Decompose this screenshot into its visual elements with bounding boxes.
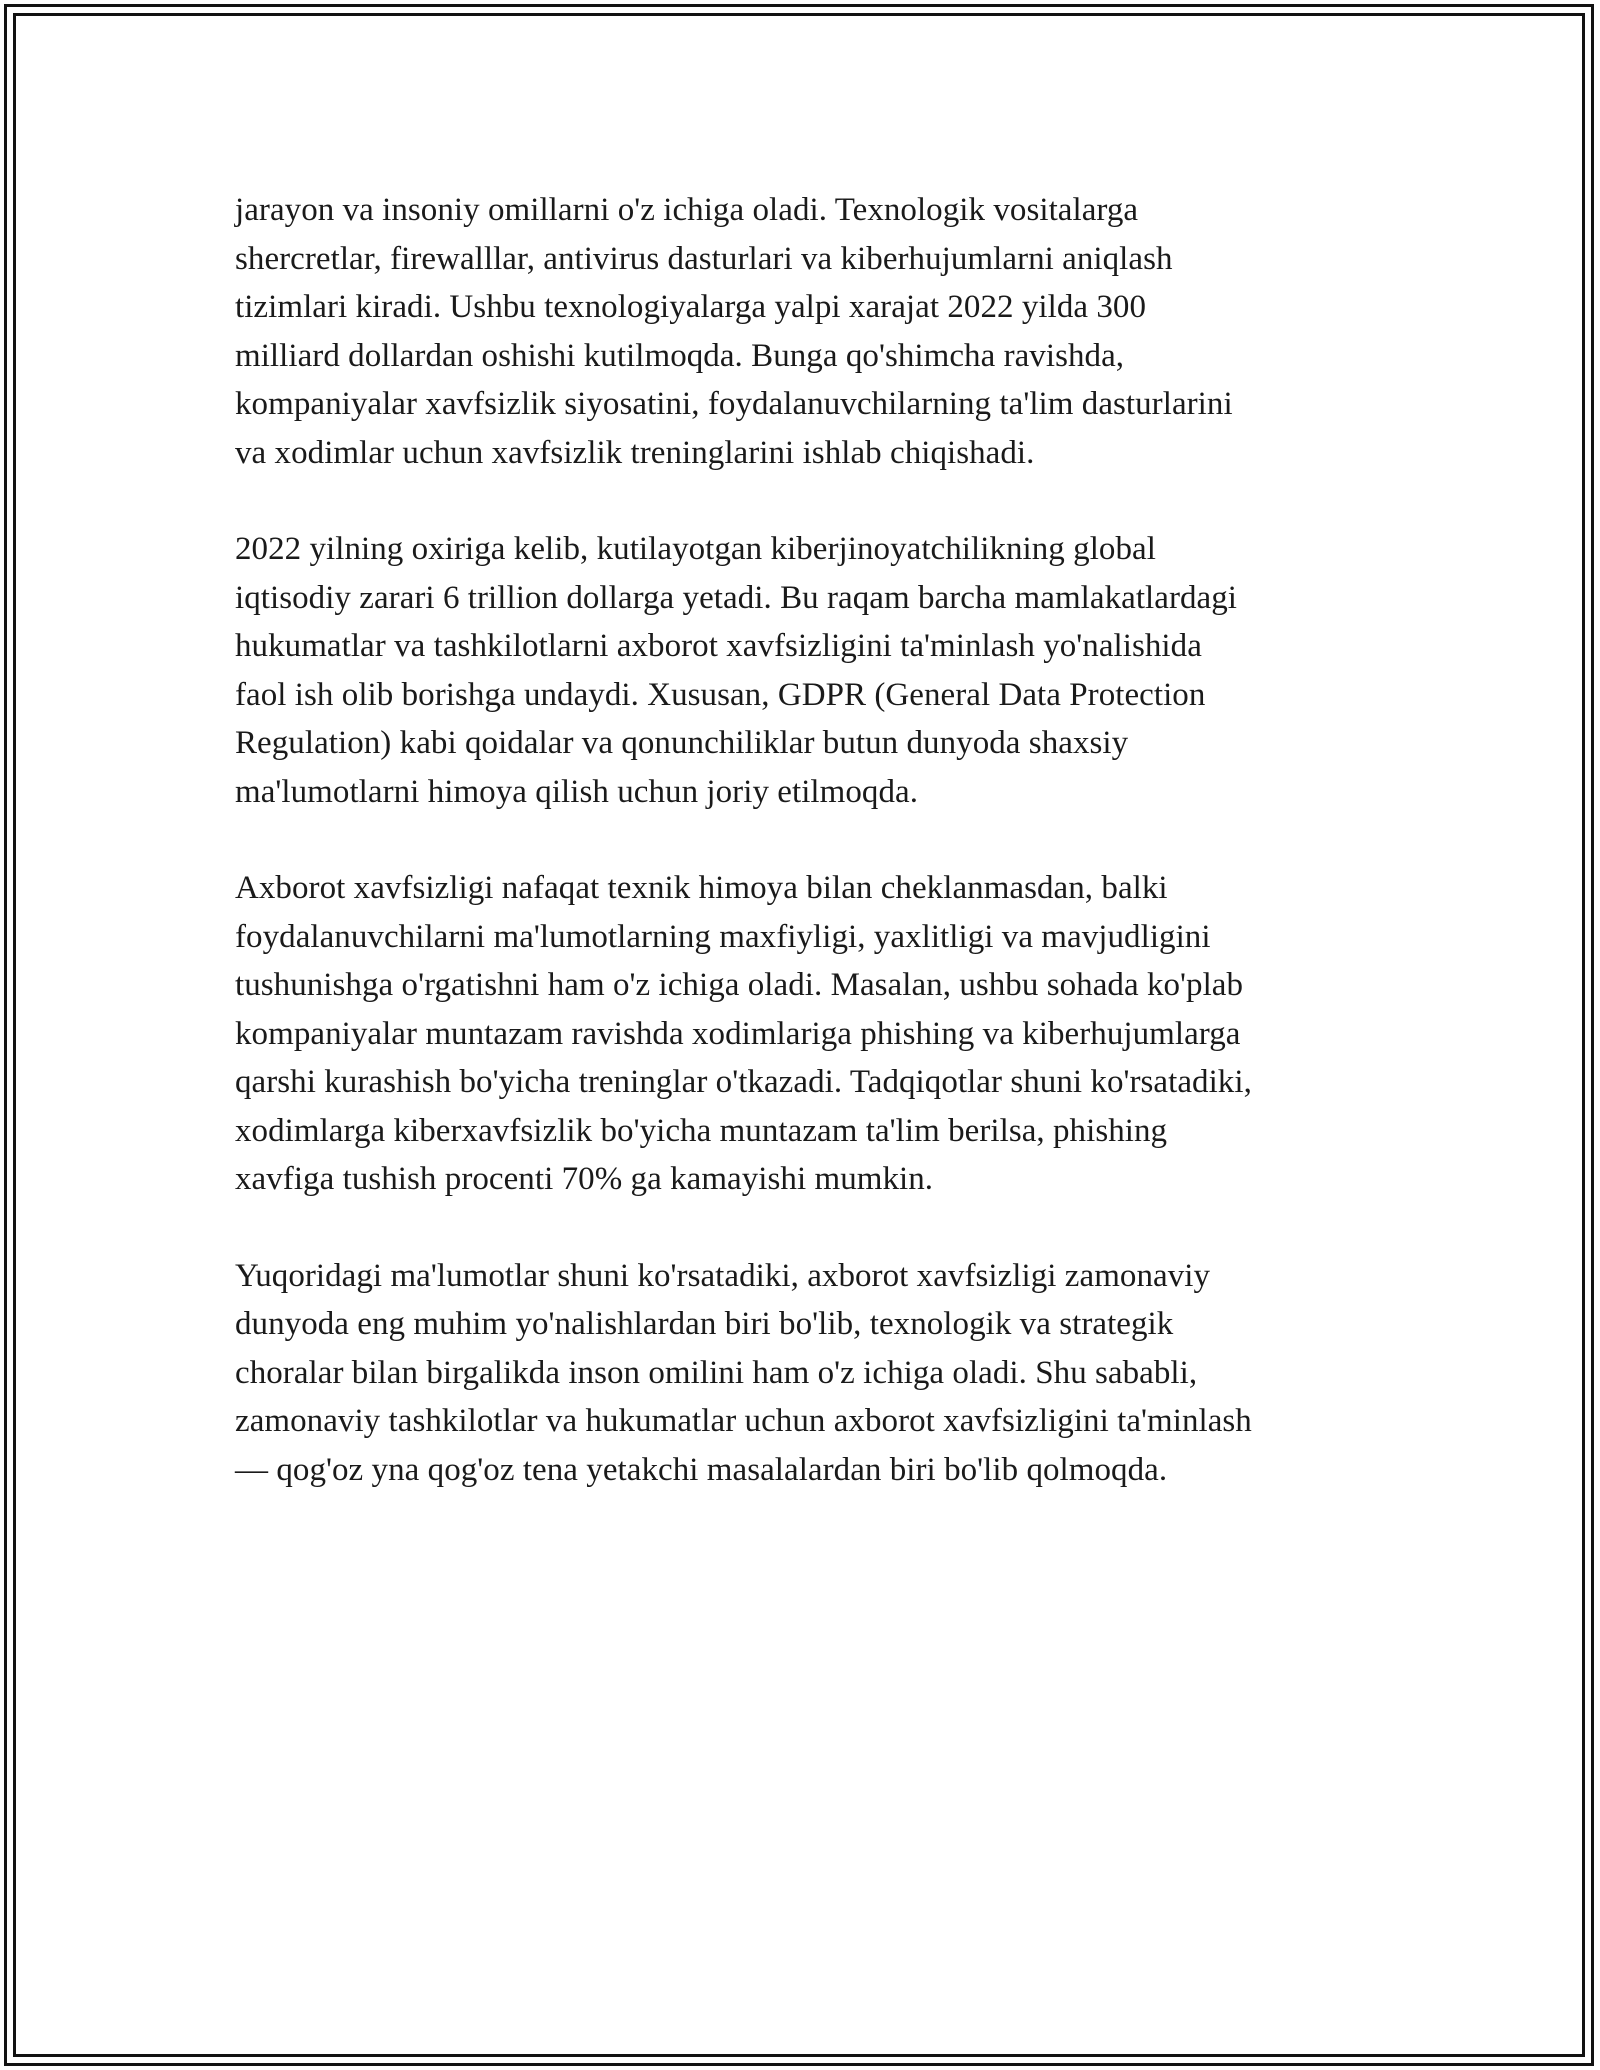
paragraph-2: 2022 yilning oxiriga kelib, kutilayotgan kiberjinoyatchilikning global iqtisodiy zarari 6 trillion dollarga yetadi. Bu raqam barcha mamlakatlardagi hukumatlar va tashkilotlarni axborot xavfsizligini ta'minlash yo'nalishida faol ish olib borishga undaydi. Xususan, GDPR (General Data Protection Regulation) kabi qoidalar va qonunchiliklar butun dunyoda shaxsiy ma'lumotlarni himoya qilish uchun joriy etilmoqda. bbox=[235, 531, 1238, 810]
paragraph-1: jarayon va insoniy omillarni o'z ichiga oladi. Texnologik vositalarga shercretlar, firewalllar, antivirus dasturlari va kiberhujumlarni aniqlash tizimlari kiradi. Ushbu texnologiyalarga yalpi xarajat 2022 yilda 300 milliard dollardan oshishi kutilmoqda. Bunga qo'shimcha ravishda, kompaniyalar xavfsizlik siyosatini, foydalanuvchilarning ta'lim dasturlarini va xodimlar uchun xavfsizlik treninglarini ishlab chiqishadi. bbox=[235, 192, 1233, 471]
paragraph-3: Axborot xavfsizligi nafaqat texnik himoya bilan cheklanmasdan, balki foydalanuvchilarni ma'lumotlarning maxfiyligi, yaxlitligi va mavjudligini tushunishga o'rgatishni ham o'z ichiga oladi. Masalan, ushbu sohada ko'plab kompaniyalar muntazam ravishda xodimlariga phishing va kiberhujumlarga qarshi kurashish bo'yicha treninglar o'tkazadi. Tadqiqotlar shuni ko'rsatadiki, xodimlarga kiberxavfsizlik bo'yicha muntazam ta'lim berilsa, phishing xavfiga tushish procenti 70% ga kamayishi mumkin. bbox=[235, 870, 1252, 1197]
document-body bbox=[235, 186, 1375, 1542]
paragraph-4: Yuqoridagi ma'lumotlar shuni ko'rsatadiki, axborot xavfsizligi zamonaviy dunyoda eng muhim yo'nalishlardan biri bo'lib, texnologik va strategik choralar bilan birgalikda inson omilini ham o'z ichiga oladi. Shu sababli, zamonaviy tashkilotlar va hukumatlar uchun axborot xavfsizligini ta'minlash — qog'oz yna qog'oz tena yetakchi masalalardan biri bo'lib qolmoqda. bbox=[235, 1257, 1252, 1488]
